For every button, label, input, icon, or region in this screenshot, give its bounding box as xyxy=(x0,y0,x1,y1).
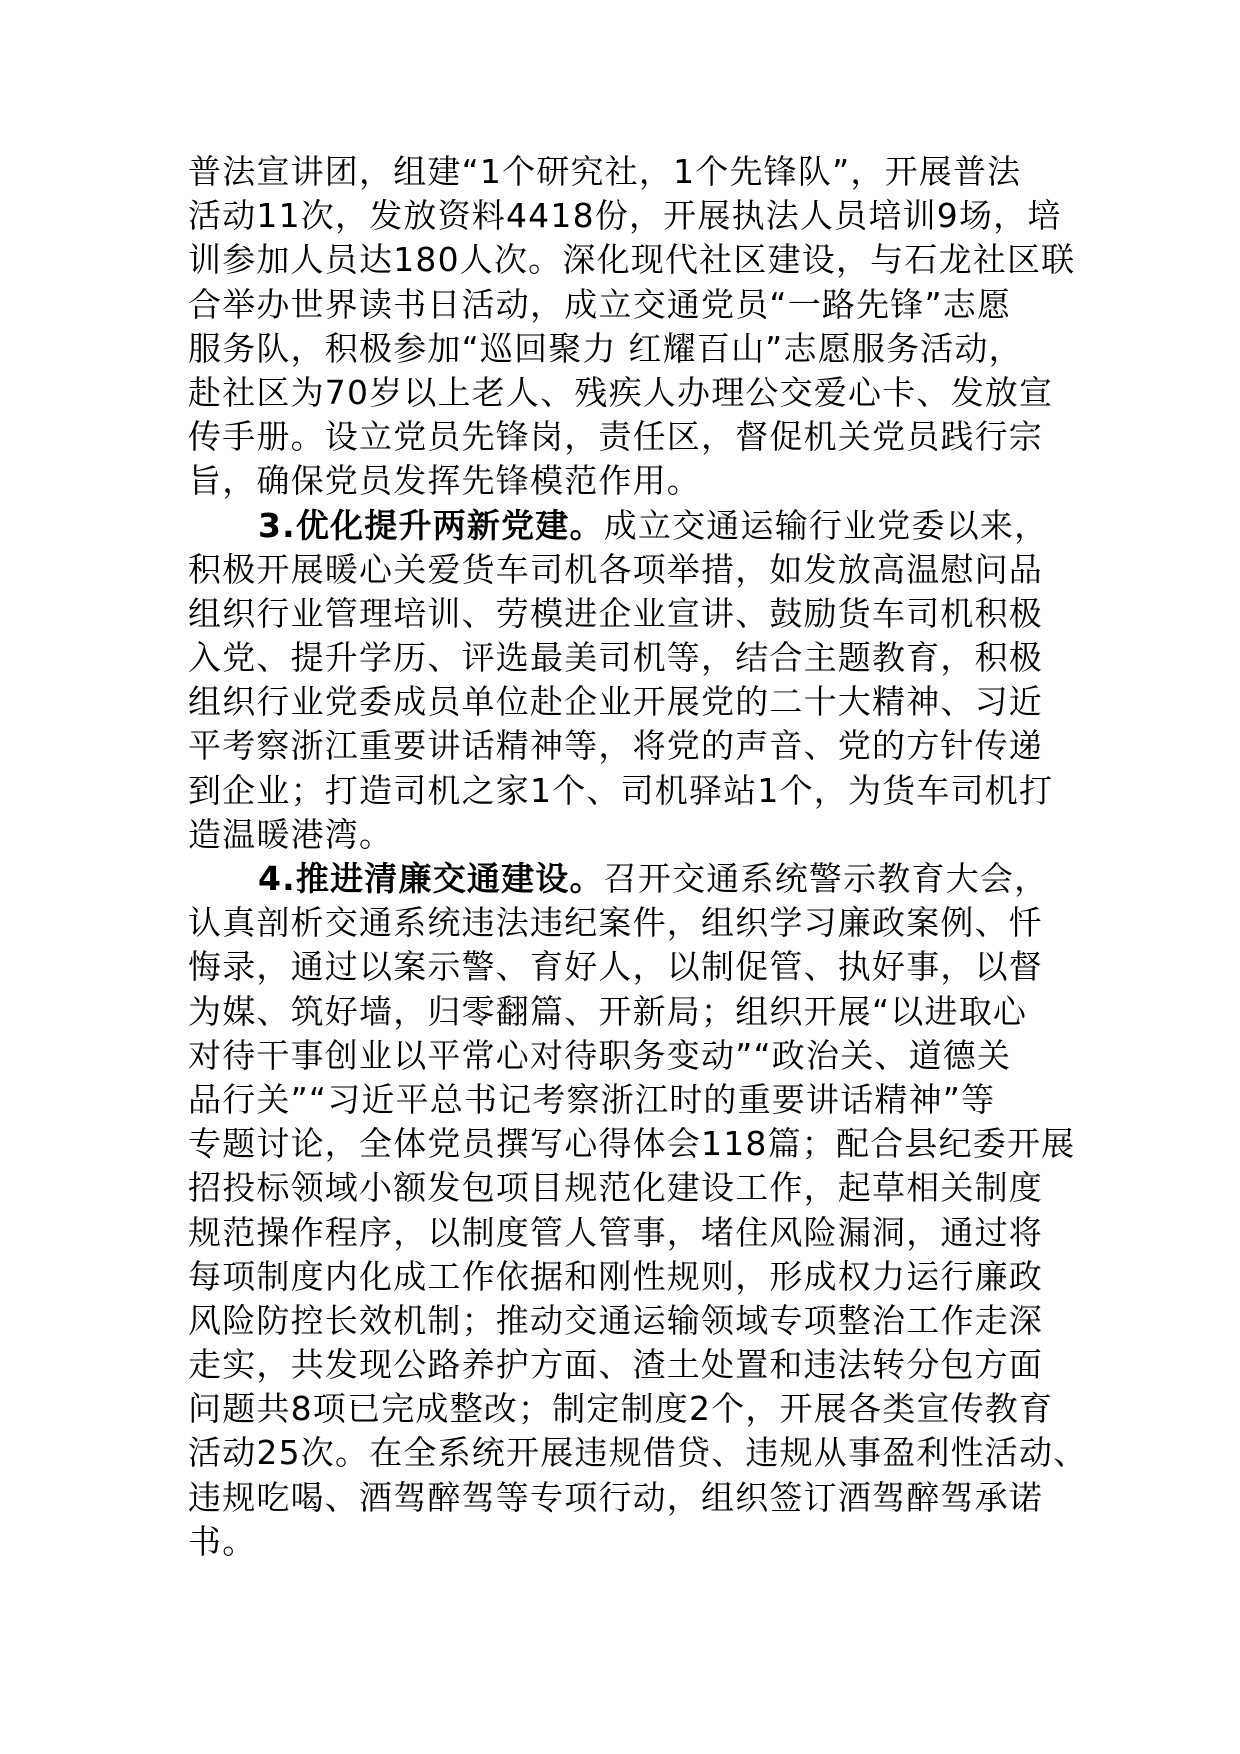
document-page xyxy=(188,150,1088,1564)
text-line: 每项制度内化成工作依据和刚性规则，形成权力运行廉政 xyxy=(188,1256,1043,1296)
text-line: 平考察浙江重要讲话精神等，将党的声音、党的方针传递 xyxy=(188,726,1043,766)
section-3-first-line xyxy=(188,504,1058,548)
text-line: 风险防控长效机制；推动交通运输领域专项整治工作走深 xyxy=(188,1300,1043,1340)
text-line: 到企业；打造司机之家1个、司机驿站1个，为货车司机打 xyxy=(188,770,1054,810)
text-line: 普法宣讲团，组建“1个研究社，1个先锋队”，开展普法 xyxy=(188,152,1022,191)
text-line: 活动25次。在全系统开展违规借贷、违规从事盈利性活动、 xyxy=(188,1433,1088,1473)
paragraph-community xyxy=(188,150,1076,504)
section-4-first-line xyxy=(188,857,1058,901)
text-line: 专题讨论，全体党员撰写心得体会118篇；配合县纪委开展 xyxy=(188,1124,1076,1164)
text-line: 认真剖析交通系统违法违纪案件，组织学习廉政案例、忏 xyxy=(188,903,1043,943)
text-line: 走实，共发现公路养护方面、渣土处置和违法转分包方面 xyxy=(188,1345,1043,1385)
text-line: 活动11次，发放资料4418份，开展执法人员培训9场，培 xyxy=(188,196,1062,236)
text-line: 为媒、筑好墙，归零翻篇、开新局；组织开展“以进取心 xyxy=(188,991,1028,1031)
text-line: 对待干事创业以平常心对待职务变动”“政治关、道德关 xyxy=(188,1035,1012,1075)
section-4-heading: 4.推进清廉交通建设。 xyxy=(258,859,604,898)
text-line: 合举办世界读书日活动，成立交通党员“一路先锋”志愿 xyxy=(188,284,1012,324)
text-line: 传手册。设立党员先锋岗，责任区，督促机关党员践行宗 xyxy=(188,417,1043,457)
paragraph-section-4 xyxy=(188,857,1088,1564)
section-3-heading: 3.优化提升两新党建。 xyxy=(258,505,604,545)
text-line: 训参加人员达180人次。深化现代社区建设，与石龙社区联 xyxy=(188,240,1076,280)
text-line: 积极开展暖心关爱货车司机各项举措，如发放高温慰问品 xyxy=(188,549,1043,589)
text-line: 赴社区为70岁以上老人、残疾人办理公交爱心卡、发放宣 xyxy=(188,372,1054,412)
section-4-first-line-text: 召开交通系统警示教育大会， xyxy=(603,859,1049,898)
paragraph-section-3 xyxy=(188,504,1058,858)
text-line: 违规吃喝、酒驾醉驾等专项行动，组织签订酒驾醉驾承诺 xyxy=(188,1477,1043,1517)
text-line: 品行关”“习近平总书记考察浙江时的重要讲话精神”等 xyxy=(188,1079,996,1119)
text-line: 书。 xyxy=(188,1521,257,1561)
text-line: 问题共8项已完成整改；制定制度2个，开展各类宣传教育 xyxy=(188,1389,1054,1429)
text-line: 悔录，通过以案示警、育好人，以制促管、执好事，以督 xyxy=(188,947,1043,987)
text-line: 招投标领域小额发包项目规范化建设工作，起草相关制度 xyxy=(188,1168,1043,1208)
text-line: 旨，确保党员发挥先锋模范作用。 xyxy=(188,461,701,501)
text-line: 组织行业党委成员单位赴企业开展党的二十大精神、习近 xyxy=(188,682,1043,722)
text-line: 入党、提升学历、评选最美司机等，结合主题教育，积极 xyxy=(188,638,1043,678)
text-line: 规范操作程序，以制度管人管事，堵住风险漏洞，通过将 xyxy=(188,1212,1043,1252)
text-line: 组织行业管理培训、劳模进企业宣讲、鼓励货车司机积极 xyxy=(188,593,1043,633)
section-3-first-line-text: 成立交通运输行业党委以来， xyxy=(603,505,1049,545)
text-line: 服务队，积极参加“巡回聚力 红耀百山”志愿服务活动， xyxy=(188,328,1023,368)
text-line: 造温暖港湾。 xyxy=(188,814,394,854)
